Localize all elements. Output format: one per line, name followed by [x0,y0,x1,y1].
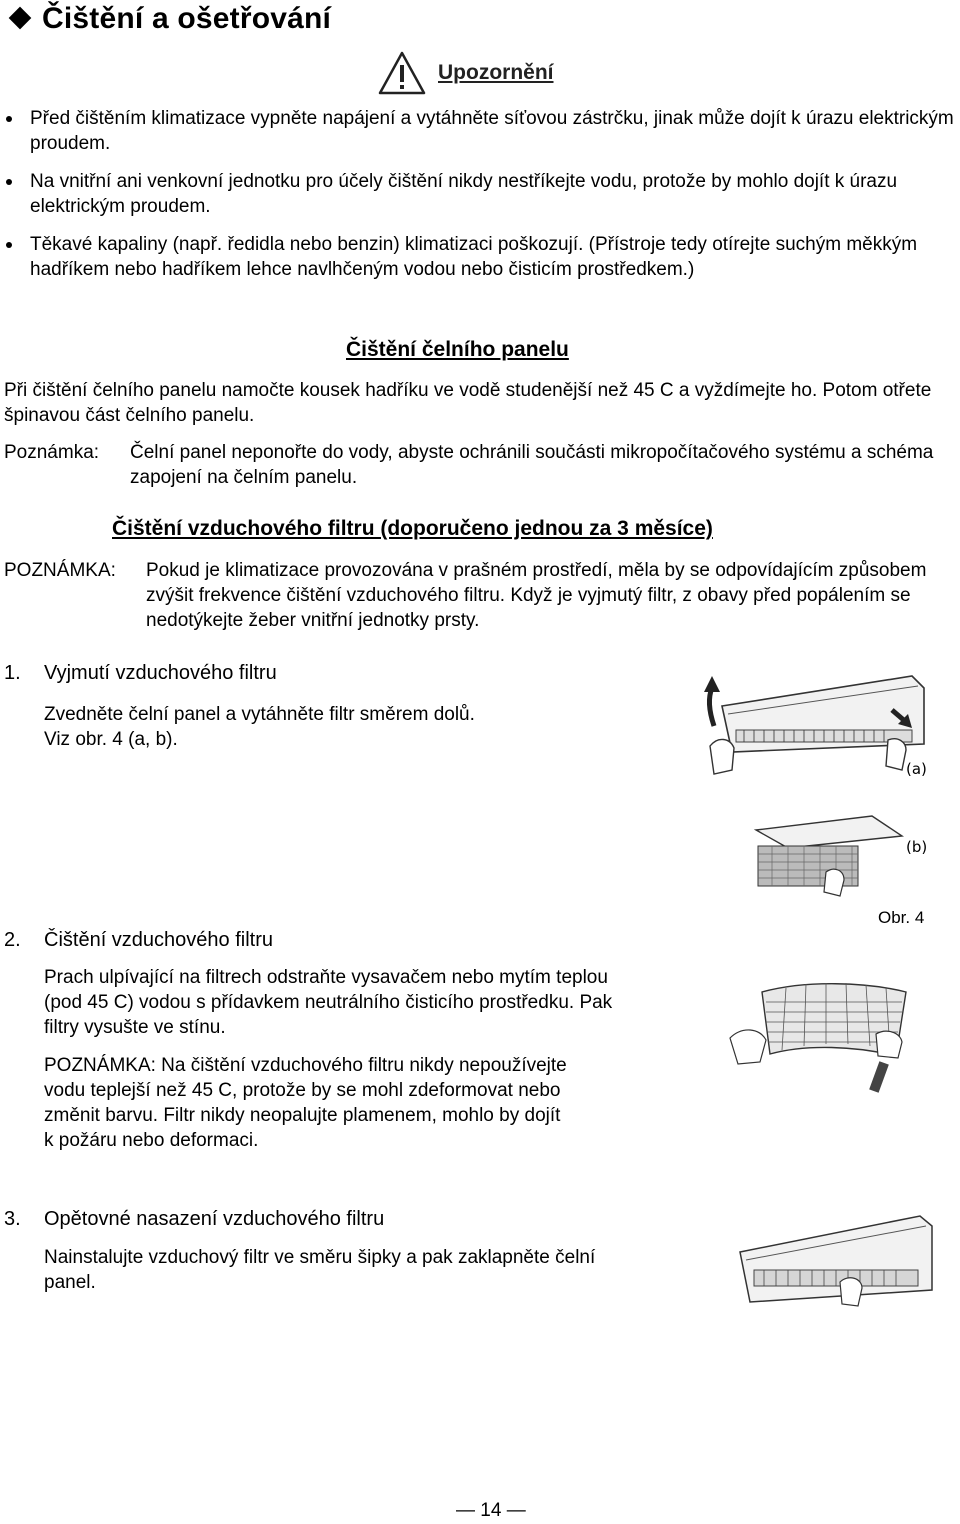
filter-reinstall-illustration [730,1212,940,1312]
bullet-dot-icon [6,179,12,185]
filter-heading: Čištění vzduchového filtru (doporučeno jednou za 3 měsíce) [112,517,713,540]
page-number-value: 14 [480,1500,502,1521]
filter-cleaning-illustration [726,978,926,1098]
step-3-text: Nainstalujte vzduchový filtr ve směru šipky a pak zaklapněte čelní panel. [44,1247,596,1293]
step-number: 2. [4,929,21,951]
list-item [0,106,960,156]
note-label: Poznámka: [4,442,100,463]
step-number: 3. [4,1208,21,1230]
list-item-text: Těkavé kapaliny (např. ředidla nebo benzin) klimatizaci poškozují. (Přístroje tedy otírejte suchým měkkým hadříkem nebo hadříkem lehce navlhčeným vodou nebo čisticím prostředkem.) [30,234,918,280]
step-title: Vyjmutí vzduchového filtru [44,662,277,684]
step-title: Čištění vzduchového filtru [44,929,274,951]
figure-a-label: (a) [906,760,927,778]
note-text: Pokud je klimatizace provozována v prašném prostředí, měla by se odpovídajícím způsobem zvýšit frekvence čištění vzduchového filtru. Když je vyjmutý filtr, z obavy před popálením se nedotýkejte žeber vnitřní jednotky prsty. [146,560,927,631]
step-number: 1. [4,662,21,684]
list-item [0,169,960,219]
front-panel-text: Při čištění čelního panelu namočte kousek hadříku ve vodě studenější než 45 C a vyždímejte ho. Potom otřete špinavou část čelního panelu. [4,380,932,426]
page-title-text: Čištění a ošetřování [42,2,332,35]
front-panel-heading: Čištění čelního panelu [346,338,569,361]
bullet-dot-icon [6,242,12,248]
list-item [0,232,960,282]
note-text: Čelní panel neponořte do vody, abyste ochránili součásti mikropočítačového systému a schéma zapojení na čelním panelu. [130,442,934,488]
step-2-text: Prach ulpívající na filtrech odstraňte vysavačem nebo mytím teplou (pod 45 C) vodou s přídavkem neutrálního čisticího prostředku. Pak filtry vysušte ve stínu. [44,967,613,1038]
warning-list [0,106,960,295]
step-title: Opětovné nasazení vzduchového filtru [44,1208,385,1230]
warning-header [378,48,554,98]
note-label: POZNÁMKA: [4,560,116,581]
figure-b-label: (b) [906,838,928,856]
filter-note [4,558,954,633]
step-1-line-2: Viz obr. 4 (a, b). [44,729,178,750]
page-number: — 14 — [456,1500,526,1521]
step-2-heading [4,927,273,953]
diamond-bullet-icon [9,7,32,30]
list-item-text: Na vnitřní ani venkovní jednotku pro účely čištění nikdy nestříkejte vodu, protože by mohlo dojít k úrazu elektrickým proudem. [30,171,898,217]
step-3-heading [4,1206,384,1232]
page-title [8,2,331,36]
step-1-line-1: Zvedněte čelní panel a vytáhněte filtr směrem dolů. [44,704,475,725]
bullet-dot-icon [6,116,12,122]
step-1-heading [4,660,277,686]
list-item-text: Před čištěním klimatizace vypněte napájení a vytáhněte síťovou zástrčku, jinak může dojít k úrazu elektrickým proudem. [30,108,954,154]
warning-title: Upozornění [438,61,554,84]
step-2-note: POZNÁMKA: Na čištění vzduchového filtru nikdy nepoužívejte vodu teplejší než 45 C, protože by se mohl zdeformovat nebo změnit barvu. Filtr nikdy neopalujte plamenem, mohlo by dojít k požáru nebo deformaci. [44,1055,567,1151]
front-panel-note [4,440,960,490]
warning-triangle-icon [378,50,426,96]
figure-caption: Obr. 4 [878,908,925,927]
figure-b-illustration [752,810,912,905]
